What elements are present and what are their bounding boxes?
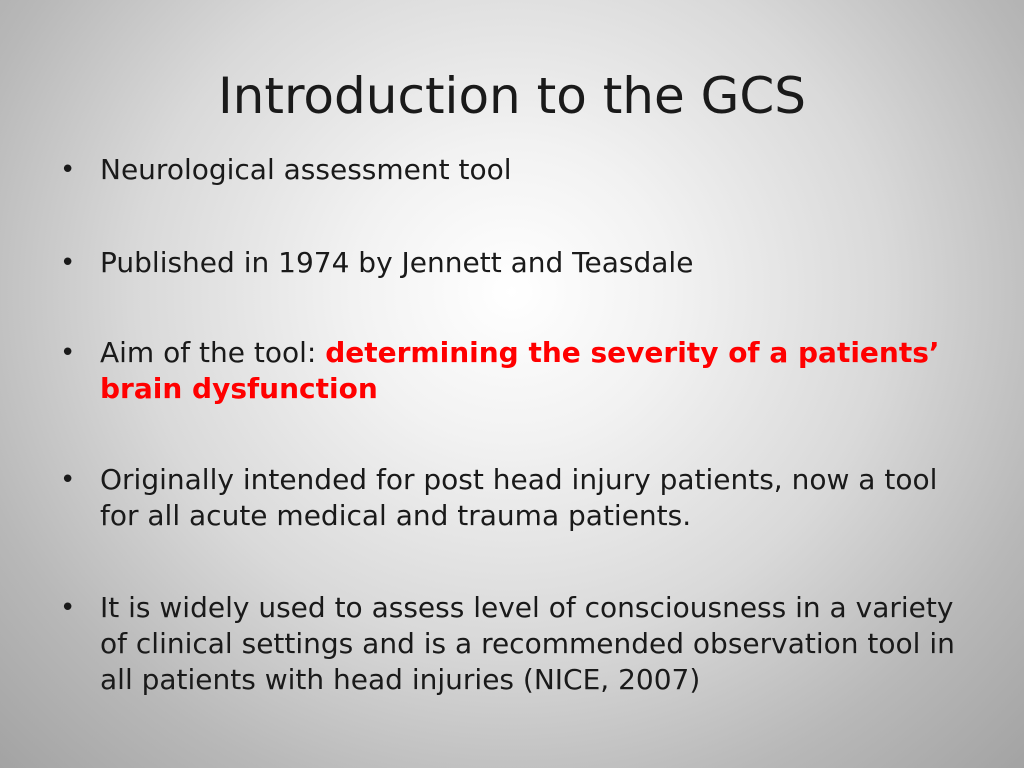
bullet-item [56,462,976,534]
bullet-glyph: • [60,248,76,278]
bullet-glyph: • [60,155,76,185]
bullet-glyph: • [60,593,76,623]
bullet-text: Neurological assessment tool [100,153,512,186]
bullet-item [56,152,976,188]
bullet-text: It is widely used to assess level of consciousness in a variety of clinical settings and is a recommended observation tool in all patients with head injuries (NICE, 2007) [100,591,955,696]
bullet-text: Originally intended for post head injury patients, now a tool for all acute medical and trauma patients. [100,463,938,532]
slide-title: Introduction to the GCS [217,67,807,125]
bullet-glyph: • [60,338,76,368]
bullet-item [56,590,976,698]
bullet-item [56,335,976,407]
bullet-text-lead: Aim of the tool: [100,336,326,369]
bullet-list [56,152,976,754]
bullet-item [56,245,976,281]
bullet-highlight-text: determining the severity of a patients’ brain dysfunction [100,336,940,405]
bullet-glyph: • [60,465,76,495]
bullet-text: Published in 1974 by Jennett and Teasdale [100,246,694,279]
